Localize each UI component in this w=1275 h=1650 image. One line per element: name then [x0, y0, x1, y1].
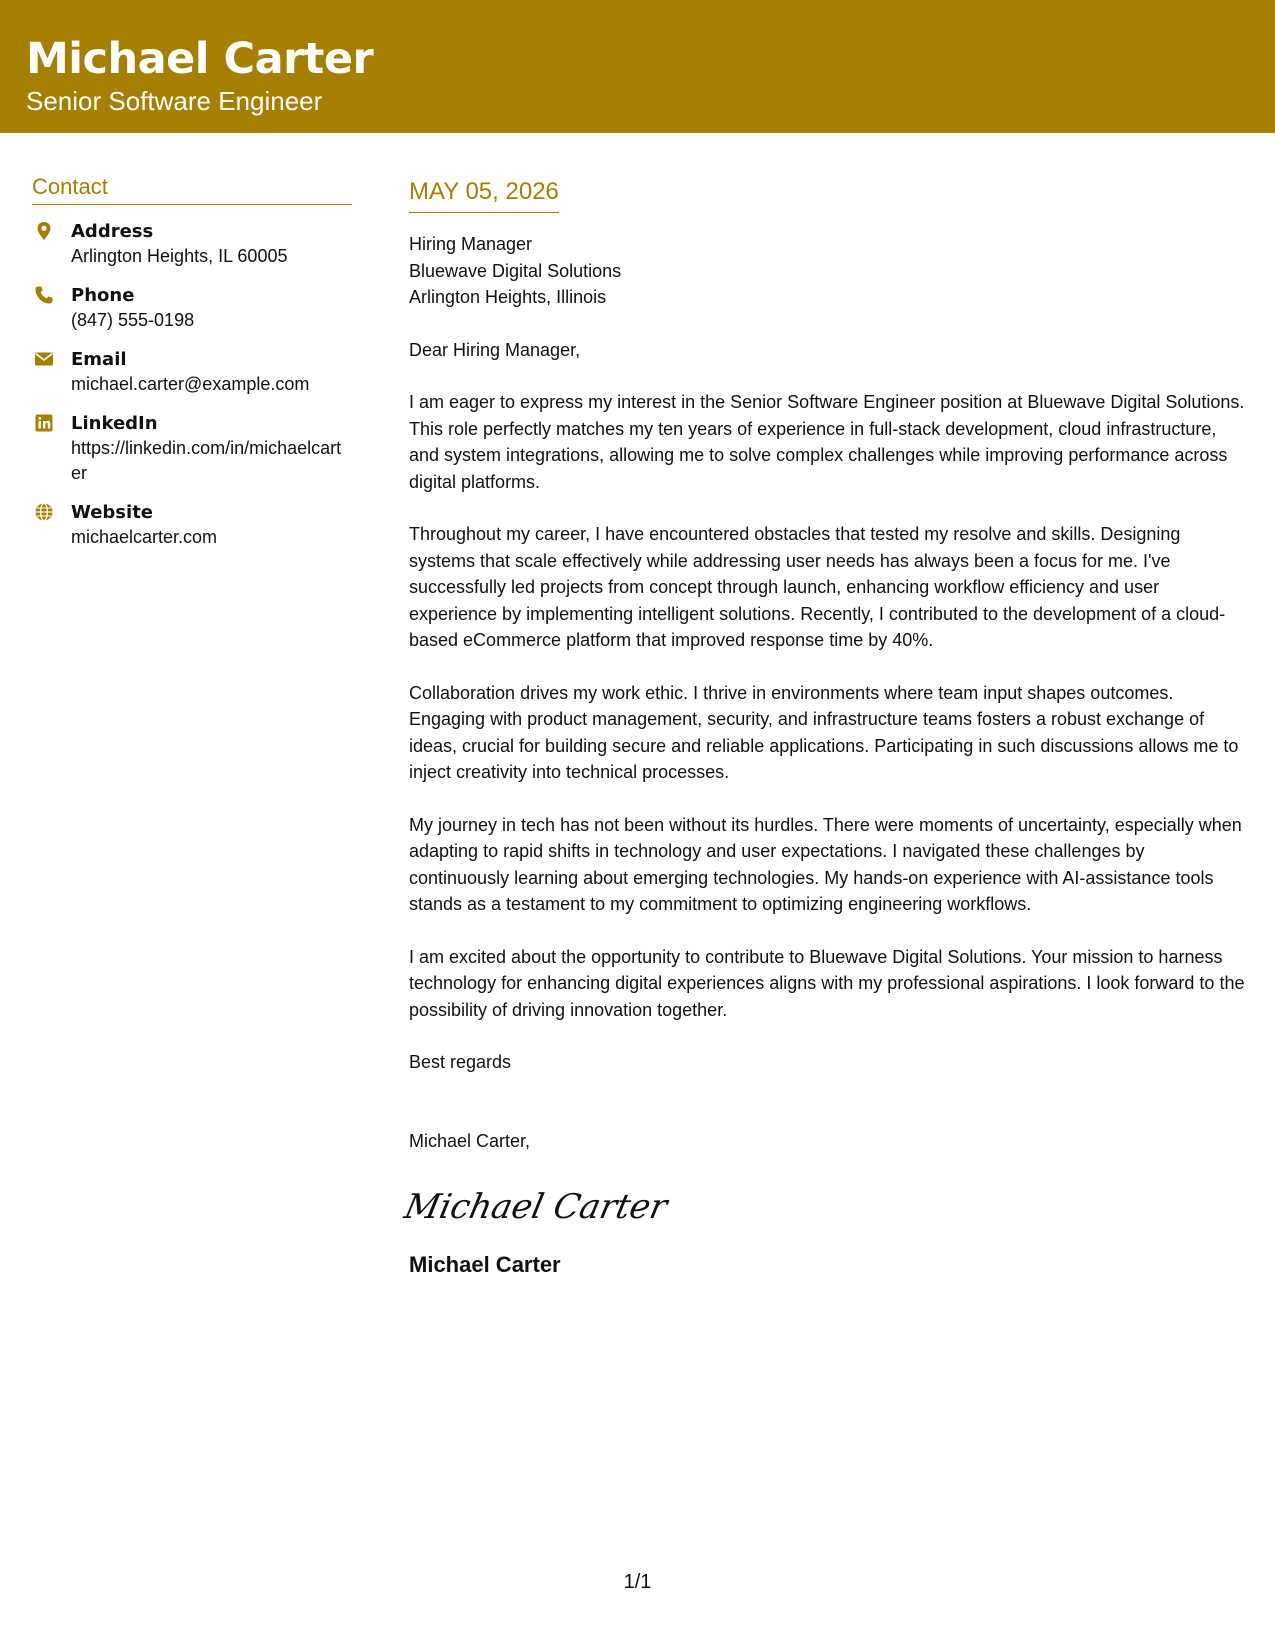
applicant-name: Michael Carter: [26, 34, 374, 84]
signoff-name: Michael Carter,: [409, 1130, 531, 1151]
letter-body: [401, 178, 1249, 1278]
email-value[interactable]: michael.carter@example.com: [71, 374, 310, 394]
recipient-block: [409, 231, 1249, 311]
body-paragraph: I am excited about the opportunity to contribute to Bluewave Digital Solutions. Your mission to harness technology for enhancing digital experiences aligns with my professional aspirations. I look forward to the possibility of driving innovation together.: [409, 946, 1245, 1020]
contact-label: LinkedIn: [71, 413, 158, 434]
address-value: Arlington Heights, IL 60005: [71, 246, 288, 266]
contact-label: Phone: [71, 285, 135, 306]
body-paragraph: Throughout my career, I have encountered obstacles that tested my resolve and skills. Designing systems that scale effectively while addressing user needs has always been a focus for me. I've successfully led projects from concept through launch, enhancing workflow efficiency and user experience by implementing intelligent solutions. Recently, I contributed to the development of a cloud-based eCommerce platform that improved response time by 40%.: [409, 524, 1226, 650]
body-paragraph: I am eager to express my interest in the Senior Software Engineer position at Bluewave Digital Solutions. This role perfectly matches my ten years of experience in full-stack development, cloud infrastructure, and system integrations, allowing me to solve complex challenges while improving performance across digital platforms.: [409, 392, 1245, 492]
linkedin-value[interactable]: https://linkedin.com/in/michaelcarter: [71, 438, 342, 483]
body-paragraph: My journey in tech has not been without its hurdles. There were moments of uncertainty, especially when adapting to rapid shifts in technology and user expectations. I navigated these challenges by continuously learning about emerging technologies. My hands-on experience with AI-assistance tools stands as a testament to my commitment to optimizing engineering workflows.: [409, 814, 1242, 914]
contact-item-website: [32, 500, 352, 550]
contact-label: Address: [71, 221, 154, 242]
letter-date: MAY 05, 2026: [409, 178, 559, 213]
phone-value: (847) 555-0198: [71, 310, 195, 330]
recipient-title: Hiring Manager: [409, 234, 533, 254]
salutation: Dear Hiring Manager,: [409, 339, 581, 360]
contact-item-phone: [32, 283, 352, 333]
closing: Best regards: [409, 1052, 512, 1072]
contact-heading: Contact: [32, 174, 352, 205]
handwritten-signature: [401, 1180, 1249, 1232]
website-value[interactable]: michaelcarter.com: [71, 527, 218, 547]
contact-item-address: [32, 219, 352, 269]
header-banner: [0, 0, 1275, 133]
contact-label: Email: [71, 349, 127, 370]
contact-label: Website: [71, 502, 154, 523]
contact-item-email: [32, 347, 352, 397]
contact-item-linkedin: [32, 411, 352, 486]
map-pin-icon: [34, 221, 54, 241]
body-paragraph: Collaboration drives my work ethic. I thrive in environments where team input shapes outcomes. Engaging with product management, security, and infrastructure teams fosters a robust exchange of ideas, crucial for building secure and reliable applications. Participating in such discussions allows me to inject creativity into technical processes.: [409, 682, 1239, 782]
phone-icon: [34, 285, 54, 305]
envelope-icon: [34, 349, 54, 369]
recipient-company: Bluewave Digital Solutions: [409, 260, 622, 281]
printed-name: Michael Carter: [409, 1252, 561, 1277]
page-number: 1/1: [623, 1571, 652, 1593]
linkedin-icon: [34, 413, 54, 433]
recipient-location: Arlington Heights, Illinois: [409, 287, 607, 307]
applicant-title: Senior Software Engineer: [26, 86, 323, 116]
globe-icon: [34, 502, 54, 522]
signature-text: Michael Carter: [401, 1187, 671, 1227]
contact-sidebar: [32, 174, 352, 564]
